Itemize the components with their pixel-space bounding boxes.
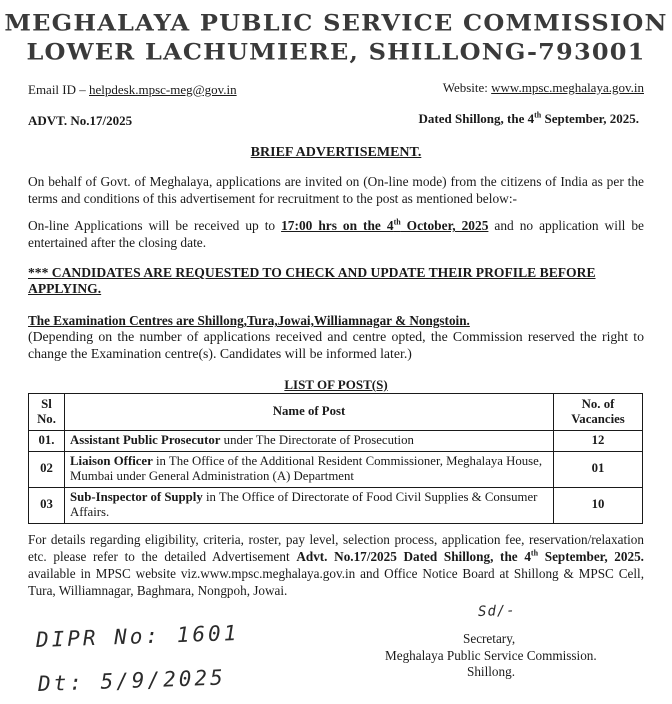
signature-sd: Sd/- (477, 602, 516, 620)
website-line (443, 80, 644, 96)
advt-date-suffix: September, 2025. (541, 111, 639, 126)
details-advt-suffix: September, 2025. (538, 549, 644, 564)
profile-notice: *** CANDIDATES ARE REQUESTED TO CHECK AND UPDATE THEIR PROFILE BEFORE APPLYING. (28, 265, 596, 296)
deadline-prefix: 17:00 hrs on the 4 (281, 218, 394, 233)
table-row (29, 431, 643, 452)
row-post-title: Assistant Public Prosecutor (69, 433, 221, 447)
table-header-row (29, 394, 643, 431)
details-advt-sup: th (530, 548, 539, 558)
row-sl: 02 (29, 451, 65, 487)
deadline-date (281, 218, 488, 233)
email-label: Email ID – (28, 82, 90, 97)
row-sl: 03 (29, 487, 65, 523)
col-name-header: Name of Post (64, 394, 553, 431)
email-link[interactable]: helpdesk.mpsc-meg@gov.in (89, 82, 237, 97)
deadline-before: On-line Applications will be received up to (28, 218, 282, 233)
website-link[interactable]: www.mpsc.meghalaya.gov.in (491, 80, 644, 95)
posts-caption: LIST OF POST(S) (284, 377, 388, 392)
details-paragraph (28, 531, 644, 599)
row-vacancies: 10 (554, 487, 643, 523)
handwritten-dipr-number: DIPR No: 1601 (35, 620, 240, 652)
deadline-paragraph (28, 217, 644, 251)
advt-number: ADVT. No.17/2025 (28, 113, 133, 128)
row-post-title: Sub-Inspector of Supply (69, 489, 203, 504)
details-before: For details regarding eligibility, criteria, roster, pay level, selection process, application fee, reservation/relaxation etc. please refer to the detailed Advertisement (28, 532, 644, 564)
row-post-detail: in The Office of Directorate of Food Civil Supplies & Consumer Affairs. (69, 489, 538, 519)
col-vacancies-header: No. of Vacancies (554, 394, 643, 431)
signature-organisation: Meghalaya Public Service Commission. (385, 648, 597, 663)
details-advt-prefix: Advt. No.17/2025 Dated Shillong, the 4 (296, 549, 531, 564)
page-heading: BRIEF ADVERTISEMENT. (250, 145, 422, 160)
row-sl: 01. (29, 431, 65, 452)
row-vacancies: 01 (554, 451, 643, 487)
commission-title: MEGHALAYA PUBLIC SERVICE COMMISSION (4, 9, 668, 36)
details-advt-ref (296, 549, 644, 564)
row-post-detail: in The Office of the Additional Resident Commissioner, Meghalaya House, Mumbai under General Administration (A) Department (69, 453, 543, 483)
centres-note: (Depending on the number of applications received and centre opted, the Commission reserved the right to change the Examination centre(s). Candidates will be informed later.) (28, 329, 644, 361)
table-row (29, 487, 643, 523)
signature-place: Shillong. (467, 664, 515, 679)
row-post (64, 431, 553, 452)
commission-address: LOWER LACHUMIERE, SHILLONG-793001 (26, 38, 646, 65)
row-post-detail: under The Directorate of Prosecution (220, 433, 414, 447)
posts-table (28, 393, 643, 524)
details-after: available in MPSC website viz.www.mpsc.meghalaya.gov.in and Office Notice Board at Shillong & MPSC Cell, Tura, Williamnagar, Baghmara, Nongpoh, Jowai. (28, 566, 644, 598)
table-row (29, 451, 643, 487)
deadline-sup: th (393, 217, 401, 227)
advt-date-prefix: Dated Shillong, the 4 (418, 111, 535, 126)
handwritten-date: Dt: 5/9/2025 (37, 665, 227, 696)
deadline-suffix: October, 2025 (400, 218, 489, 233)
row-post (64, 487, 553, 523)
email-line (28, 82, 237, 98)
col-sl-header: Sl No. (29, 394, 65, 431)
advt-date-sup: th (534, 110, 542, 120)
row-post (64, 451, 553, 487)
exam-centres: The Examination Centres are Shillong,Tura,Jowai,Williamnagar & Nongstoin. (28, 313, 470, 328)
website-label: Website: (442, 80, 492, 95)
signature-designation: Secretary, (463, 631, 516, 646)
intro-paragraph: On behalf of Govt. of Meghalaya, applications are invited on (On-line mode) from the citizens of India as per the terms and conditions of this advertisement for recruitment to the post as mentioned below:- (28, 174, 644, 206)
deadline-after: and no application will be entertained after the closing date. (28, 218, 645, 250)
row-post-title: Liaison Officer (69, 453, 153, 468)
row-vacancies: 12 (554, 431, 643, 452)
advt-date (419, 111, 639, 127)
